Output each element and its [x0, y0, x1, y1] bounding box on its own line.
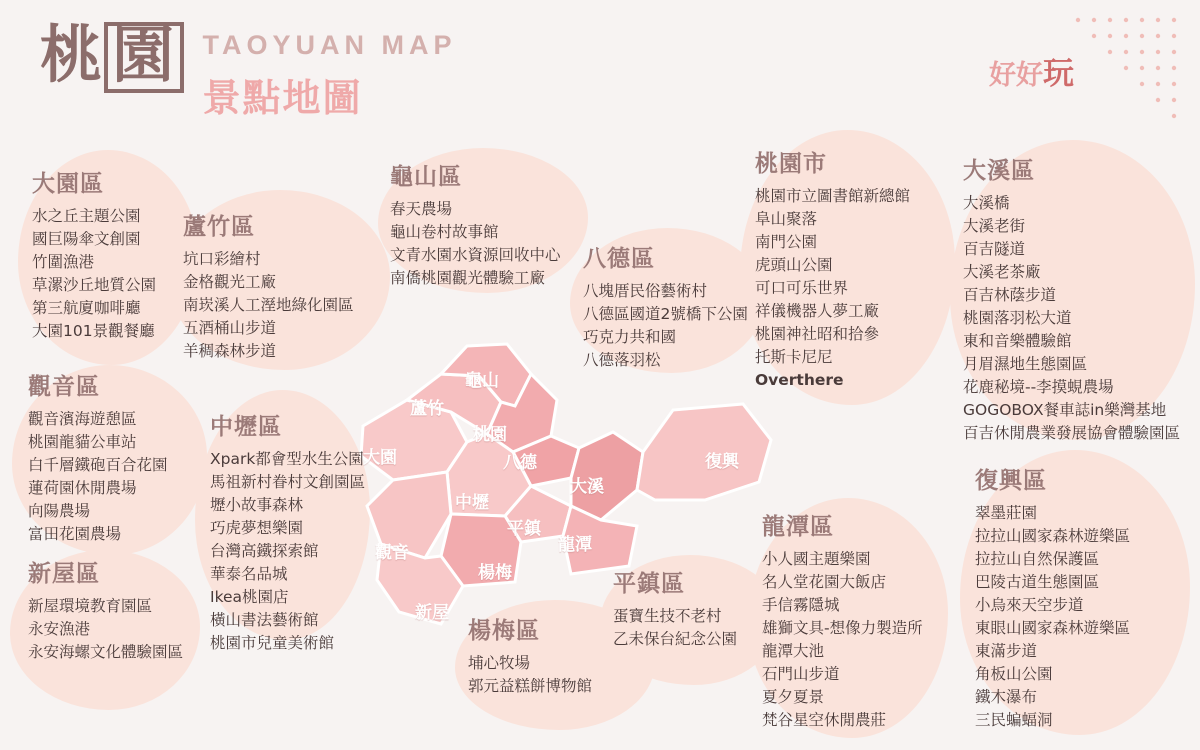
dot-pattern-decoration	[1070, 14, 1190, 124]
list-item[interactable]: 龜山卷村故事館	[390, 223, 499, 241]
region-guanyin	[28, 368, 168, 546]
region-guanyin-title: 觀音區	[28, 374, 100, 400]
region-daxi-title: 大溪區	[963, 158, 1035, 184]
list-item[interactable]: 三民蝙蝠洞	[975, 711, 1053, 729]
region-zhongli-list	[210, 448, 365, 655]
list-item[interactable]: 月眉濕地生態園區	[963, 355, 1088, 373]
list-item[interactable]: 壢小故事森林	[210, 496, 304, 514]
list-item[interactable]: 水之丘主題公園	[32, 207, 141, 225]
region-dayuan-list	[32, 205, 156, 343]
list-item[interactable]: 南門公園	[755, 233, 818, 251]
region-taoyuan-city-list	[755, 185, 910, 392]
region-guishan-list	[390, 198, 561, 290]
list-item[interactable]: 華泰名品城	[210, 565, 288, 583]
list-item[interactable]: 桃園龍貓公車站	[28, 433, 137, 451]
list-item[interactable]: 八德區國道2號橋下公園	[583, 305, 748, 323]
title-english: TAOYUAN MAP	[202, 30, 457, 60]
map-area-fuxing[interactable]	[637, 404, 771, 500]
region-luzhu-list	[183, 248, 354, 363]
list-item[interactable]: 白千層鐵砲百合花園	[28, 456, 168, 474]
list-item[interactable]: 巧虎夢想樂園	[210, 519, 304, 537]
region-taoyuan-city	[755, 145, 910, 392]
list-item[interactable]: 拉拉山自然保護區	[975, 550, 1100, 568]
list-item[interactable]: 小人國主題樂園	[762, 550, 871, 568]
brand-highlight: 玩	[1043, 56, 1074, 92]
list-item[interactable]: 桃園神社昭和拾參	[755, 325, 880, 343]
list-item[interactable]: Ikea桃園店	[210, 588, 289, 606]
region-longtan	[762, 508, 923, 732]
list-item[interactable]: 巴陵古道生態園區	[975, 573, 1100, 591]
region-guishan-title: 龜山區	[390, 164, 462, 190]
region-bade	[583, 240, 748, 372]
region-zhongli-title: 中壢區	[210, 414, 282, 440]
list-item[interactable]: 乙未保台紀念公園	[613, 630, 738, 648]
list-item[interactable]: 東和音樂體驗館	[963, 332, 1072, 350]
title-char-2: 園	[104, 22, 184, 93]
title-char-1: 桃	[40, 18, 105, 91]
list-item[interactable]: 拉拉山國家森林遊樂區	[975, 527, 1131, 545]
list-item[interactable]: 南崁溪人工溼地綠化園區	[183, 296, 354, 314]
list-item[interactable]: 南僑桃園觀光體驗工廠	[390, 269, 546, 287]
list-item[interactable]: 百吉林蔭步道	[963, 286, 1057, 304]
region-yangmei-list	[468, 652, 592, 698]
title-main	[40, 18, 184, 93]
list-item[interactable]: 桃園市兒童美術館	[210, 634, 335, 652]
list-item[interactable]: 巧克力共和國	[583, 328, 677, 346]
title-right-group	[202, 30, 456, 122]
list-item[interactable]: 坑口彩繪村	[183, 250, 261, 268]
list-item[interactable]: 翠墨莊園	[975, 504, 1038, 522]
list-item[interactable]: 埔心牧場	[468, 654, 531, 672]
region-fuxing-title: 復興區	[975, 468, 1047, 494]
region-luzhu-title: 蘆竹區	[183, 214, 255, 240]
list-item[interactable]: 永安漁港	[28, 620, 91, 638]
map-label[interactable]: 觀音	[375, 543, 409, 563]
map-label[interactable]: 龜山	[465, 371, 499, 391]
map-label[interactable]: 復興	[705, 452, 739, 472]
list-item[interactable]: 龍潭大池	[762, 642, 825, 660]
map-label[interactable]: 蘆竹	[410, 399, 444, 419]
list-item[interactable]: 大園101景觀餐廳	[32, 322, 155, 340]
page-title	[40, 18, 457, 122]
list-item[interactable]: 手信霧隱城	[762, 596, 840, 614]
region-xinwu-list	[28, 595, 183, 664]
region-bade-list	[583, 280, 748, 372]
map-label[interactable]: 楊梅	[478, 563, 512, 583]
list-item[interactable]: 東眼山國家森林遊樂區	[975, 619, 1131, 637]
region-dayuan	[32, 165, 156, 343]
list-item[interactable]: 向陽農場	[28, 502, 91, 520]
list-item[interactable]: 草漯沙丘地質公園	[32, 276, 157, 294]
list-item[interactable]: 東滿步道	[975, 642, 1038, 660]
list-item[interactable]: 虎頭山公園	[755, 256, 833, 274]
list-item[interactable]: 文青水園水資源回收中心	[390, 246, 561, 264]
map-label[interactable]: 龍潭	[558, 535, 592, 555]
region-longtan-list	[762, 548, 923, 732]
list-item[interactable]: 百吉隧道	[963, 240, 1026, 258]
list-item[interactable]: 桃園市立圖書館新總館	[755, 187, 911, 205]
region-pingzhen-title: 平鎮區	[613, 571, 685, 597]
map-label[interactable]: 桃園	[473, 425, 507, 445]
region-fuxing-list	[975, 502, 1130, 732]
region-luzhu	[183, 208, 354, 363]
region-guanyin-list	[28, 408, 168, 546]
title-subtitle: 景點地圖	[202, 76, 363, 120]
list-item[interactable]: 花鹿秘境--李摸蜆農場	[963, 378, 1114, 396]
list-item[interactable]: 第三航廈咖啡廳	[32, 299, 141, 317]
map-label[interactable]: 八德	[503, 453, 537, 473]
list-item[interactable]: 新屋環境教育園區	[28, 597, 153, 615]
list-item[interactable]: 夏夕夏景	[762, 688, 825, 706]
list-item[interactable]: 小烏來天空步道	[975, 596, 1084, 614]
list-item[interactable]: 五酒桶山步道	[183, 319, 277, 337]
region-taoyuan-city-title: 桃園市	[755, 151, 827, 177]
brand-prefix: 好好	[989, 60, 1043, 91]
list-item[interactable]: 可口可乐世界	[755, 279, 849, 297]
region-zhongli	[210, 408, 365, 655]
list-item[interactable]: 祥儀機器人夢工廠	[755, 302, 880, 320]
list-item[interactable]: GOGOBOX餐車誌in樂灣基地	[963, 401, 1167, 419]
map-label[interactable]: 中壢	[455, 493, 489, 513]
list-item[interactable]: 托斯卡尼尼	[755, 348, 833, 366]
region-longtan-title: 龍潭區	[762, 514, 834, 540]
list-item[interactable]: 竹圍漁港	[32, 253, 95, 271]
map-label[interactable]: 大園	[363, 448, 397, 468]
list-item[interactable]: 鐵木瀑布	[975, 688, 1038, 706]
list-item[interactable]: 角板山公園	[975, 665, 1053, 683]
list-item[interactable]: 大溪橋	[963, 194, 1010, 212]
list-item[interactable]: 百吉休閒農業發展協會體驗園區	[963, 424, 1181, 442]
list-item[interactable]: 郭元益糕餅博物館	[468, 677, 593, 695]
list-item[interactable]: 春天農場	[390, 200, 453, 218]
map-label[interactable]: 大溪	[570, 477, 604, 497]
list-item[interactable]: 羊稠森林步道	[183, 342, 277, 360]
list-item[interactable]: 阜山聚落	[755, 210, 818, 228]
region-guishan	[390, 158, 561, 290]
list-item[interactable]: 大溪老茶廠	[963, 263, 1041, 281]
list-item[interactable]: 蛋寶生技不老村	[613, 607, 722, 625]
list-item[interactable]: 富田花園農場	[28, 525, 122, 543]
list-item[interactable]: 名人堂花園大飯店	[762, 573, 887, 591]
list-item[interactable]: 台灣高鐵探索館	[210, 542, 319, 560]
region-daxi-list	[963, 192, 1180, 445]
region-xinwu-title: 新屋區	[28, 561, 100, 587]
list-item[interactable]: 國巨陽傘文創園	[32, 230, 141, 248]
list-item[interactable]: 雄獅文具-想像力製造所	[762, 619, 923, 637]
brand-logo	[989, 48, 1074, 93]
list-item[interactable]: 觀音濱海遊憩區	[28, 410, 137, 428]
list-item[interactable]: 梵谷星空休閒農莊	[762, 711, 887, 729]
map-area-daxi[interactable]	[571, 432, 643, 520]
list-item[interactable]: 大溪老街	[963, 217, 1026, 235]
map-label[interactable]: 新屋	[415, 603, 449, 623]
region-bade-title: 八德區	[583, 246, 655, 272]
region-pingzhen	[613, 565, 737, 651]
list-item[interactable]: 橫山書法藝術館	[210, 611, 319, 629]
region-yangmei-title: 楊梅區	[468, 618, 540, 644]
region-pingzhen-list	[613, 605, 737, 651]
list-item[interactable]: Overthere	[755, 371, 844, 389]
list-item[interactable]: 馬祖新村眷村文創園區	[210, 473, 366, 491]
map-label[interactable]: 平鎮	[507, 519, 541, 539]
region-yangmei	[468, 612, 592, 698]
list-item[interactable]: 永安海螺文化體驗園區	[28, 643, 184, 661]
region-dayuan-title: 大園區	[32, 171, 104, 197]
list-item[interactable]: 蓮荷園休閒農場	[28, 479, 137, 497]
list-item[interactable]: 桃園落羽松大道	[963, 309, 1072, 327]
list-item[interactable]: 八德落羽松	[583, 351, 661, 369]
region-daxi	[963, 152, 1180, 445]
list-item[interactable]: Xpark都會型水生公園	[210, 450, 364, 468]
region-fuxing	[975, 462, 1130, 732]
list-item[interactable]: 石門山步道	[762, 665, 840, 683]
region-xinwu	[28, 555, 183, 664]
list-item[interactable]: 八塊厝民俗藝術村	[583, 282, 708, 300]
list-item[interactable]: 金格觀光工廠	[183, 273, 277, 291]
